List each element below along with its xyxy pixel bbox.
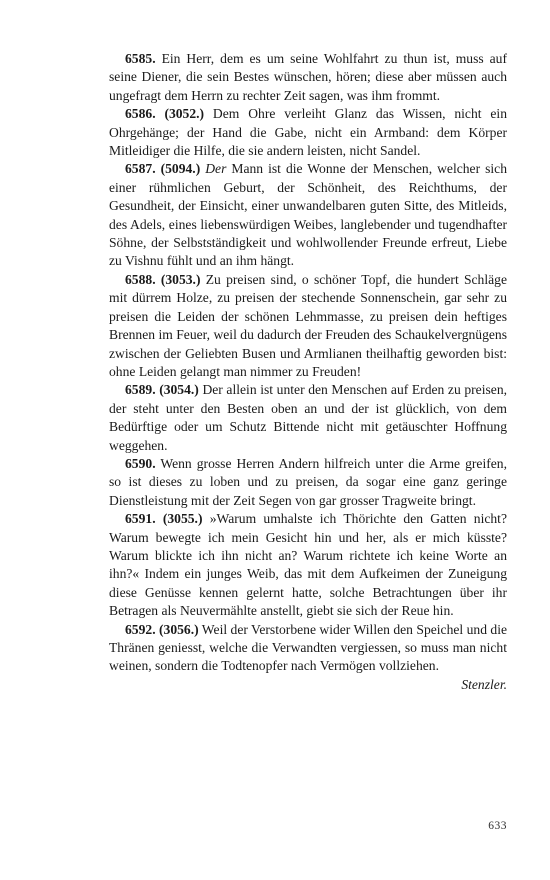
entry-number: 6592. (3056.)	[125, 621, 199, 637]
entry-number: 6585.	[125, 51, 156, 66]
entry-6590	[109, 455, 507, 510]
entry-text: Dem Ohre verleiht Glanz das Wissen, nicht ein Ohrgehänge; der Hand die Gabe, nicht ein Armband: dem Körper Mitleidiger die Hilfe, die sie andern leisten, nicht Sandel.	[109, 106, 507, 159]
entry-6588	[109, 271, 507, 381]
entry-text: Mann ist die Wonne der Menschen, welcher sich einer rühmlichen Geburt, der Schönheit, des Reichthums, der Gesundheit, der Einsicht, einer unwandelbaren guten Sitte, des Mitleids, des Adels, eines liebenswürdigen Weibes, langlebender und tugendhafter Söhne, der Selbstständigkeit und wohlwollender Freunde erfreut, Liebe zu Vishnu fühlt und an ihm hängt.	[109, 161, 508, 269]
page-body	[109, 50, 507, 694]
entry-number: 6586. (3052.)	[125, 106, 205, 122]
page-number: 633	[488, 820, 507, 832]
entry-6592	[109, 621, 507, 676]
entry-emphasis: Der	[200, 161, 227, 177]
entry-number: 6588. (3053.)	[125, 271, 201, 287]
entry-text: »Warum umhalste ich Thörichte den Gatten nicht? Warum bewegte ich mein Gesicht hin und her, als er mich küsste? Warum blickte ich ihn nicht an? Warum richtete ich keine Worte an ihn?« Indem ein junges Weib, das mit dem Aufkeimen der Zuneigung diese Genüsse kennen gelernt hatte, solche Betrachtungen über ihr Betragen als Neuvermählte anstellt, giebt sie sich der Reue hin.	[109, 511, 507, 619]
entry-6585	[109, 50, 507, 105]
entry-number: 6590.	[125, 455, 156, 471]
entry-number: 6591. (3055.)	[125, 511, 203, 527]
entry-text: Wenn grosse Herren Andern hilfreich unter die Arme greifen, so ist dieses zu loben und zu preisen, da sogar eine ganz geringe Dienstleistung mit der Zeit Segen von gar grosser Tragweite bringt.	[109, 455, 507, 508]
entry-6586	[109, 105, 507, 160]
entry-6591	[109, 510, 507, 620]
entry-text: Weil der Verstorbene wider Willen den Speichel und die Thränen geniesst, welche die Verwandten vergiessen, so muss man nicht weinen, sondern die Todtenopfer nach Vermögen vollziehen.	[109, 621, 507, 674]
entry-text: Der allein ist unter den Menschen auf Erden zu preisen, der steht unter den Besten oben an und der ist glücklich, von dem Bedürftige oder um Schutz Bittende nicht mit getäuschter Hoffnung weggehen.	[109, 382, 508, 453]
entry-number: 6589. (3054.)	[125, 382, 199, 398]
entry-6589	[109, 381, 507, 455]
entry-number: 6587. (5094.)	[125, 161, 201, 177]
translator-signature: Stenzler.	[461, 676, 507, 692]
entry-text: Ein Herr, dem es um seine Wohlfahrt zu thun ist, muss auf seine Diener, die sein Bestes wünschen, hören; diese aber müssen auch ungefragt dem Herrn zu rechter Zeit sagen, was ihm frommt.	[109, 51, 507, 103]
entry-text: Zu preisen sind, o schöner Topf, die hundert Schläge mit dürrem Holze, zu preisen der stechende Sonnenschein, gar sehr zu preisen die Leiden der schönen Lehmmasse, zu preisen dein heftiges Brennen im Feuer, weil du dadurch der Freuden des Schaukelvergnügens zwischen der Geliebten Busen und Armlianen theilhaftig geworden bist: ohne Leiden gelangt man nimmer zu Freuden!	[109, 271, 507, 379]
entry-6587	[109, 160, 507, 270]
